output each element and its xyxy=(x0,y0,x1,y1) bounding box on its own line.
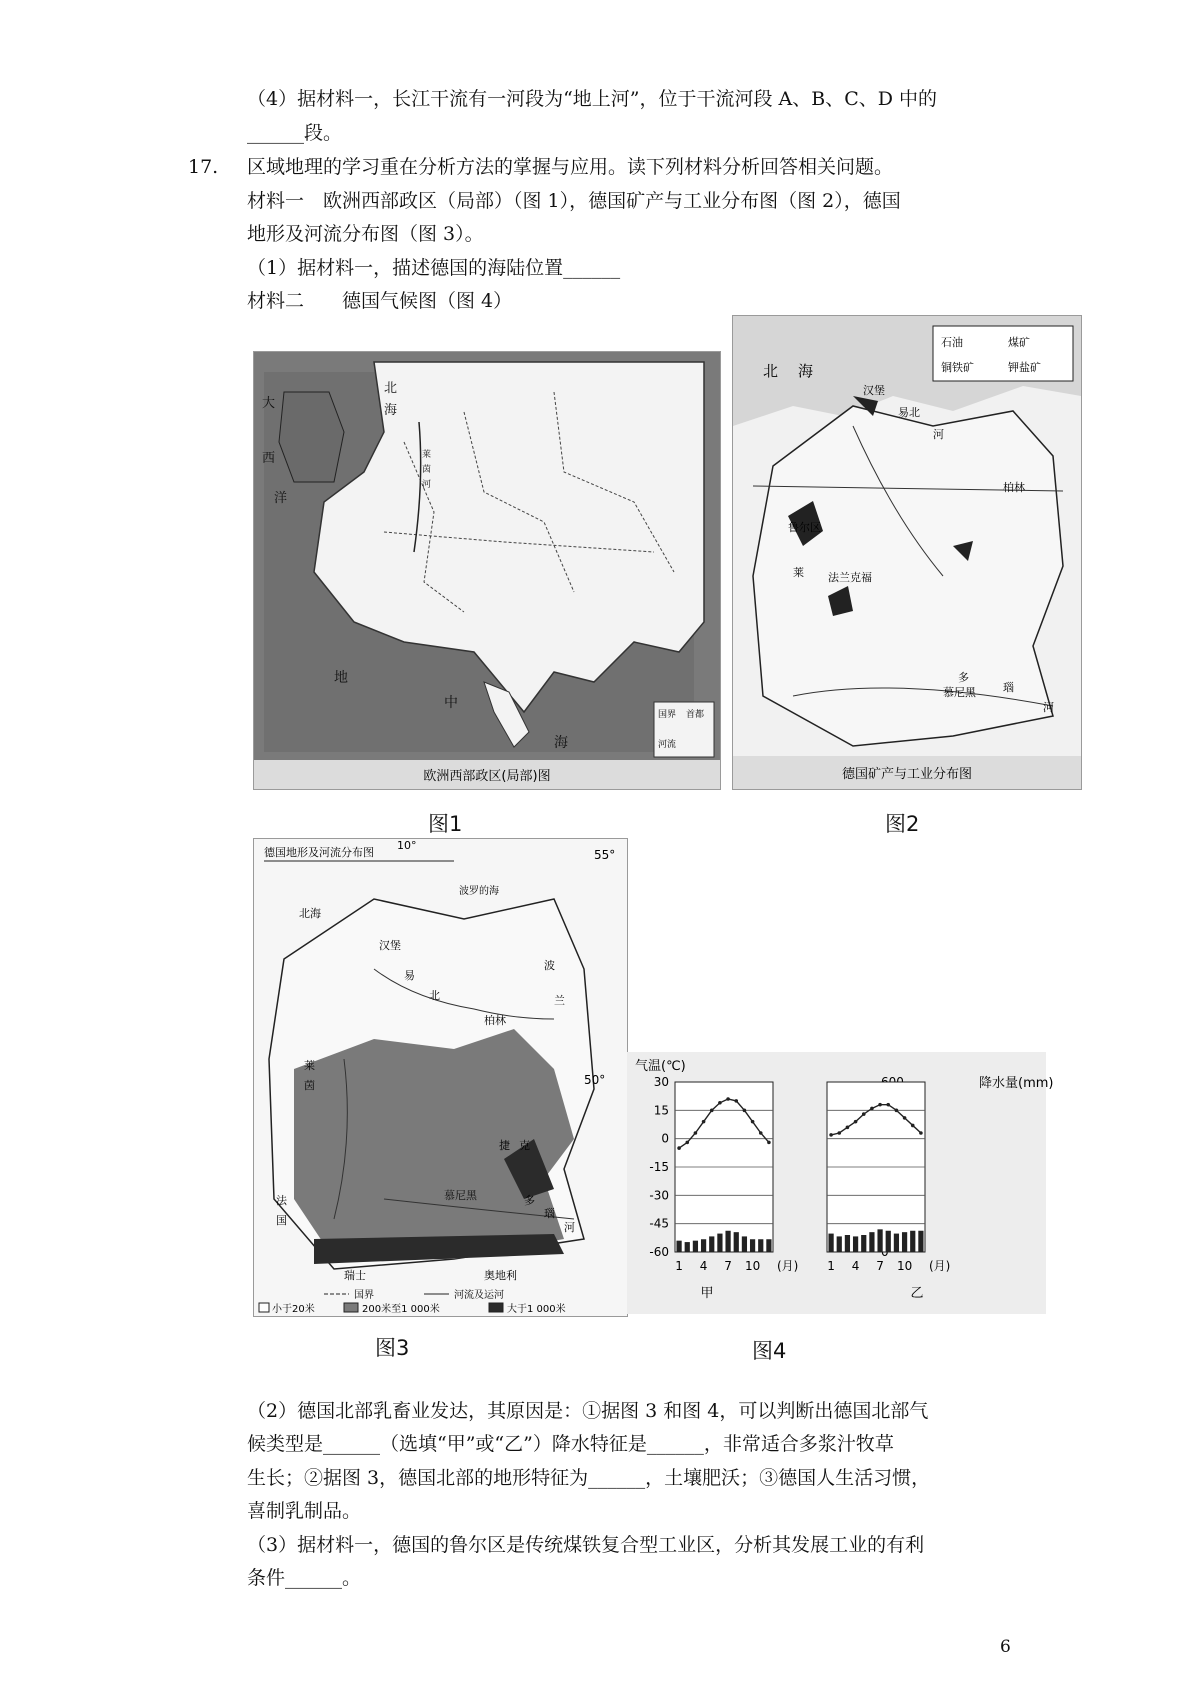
fig4-month-tick: (月) xyxy=(929,1259,951,1273)
temperature-point xyxy=(751,1120,755,1124)
precipitation-bar xyxy=(742,1236,747,1252)
fig2-label-danube-2: 瑙 xyxy=(1003,681,1014,694)
fig3-label-czech-1: 捷 xyxy=(499,1139,510,1152)
fig3-label-hamburg: 汉堡 xyxy=(379,939,401,952)
fig3-legend-mid: 200米至1 000米 xyxy=(362,1304,440,1315)
fig3-lat-55: 55° xyxy=(594,848,616,862)
temperature-point xyxy=(903,1116,907,1120)
fig3-label-france-2: 国 xyxy=(276,1214,287,1227)
fig1-label-atlantic-2: 西 xyxy=(262,451,276,466)
precipitation-bar xyxy=(902,1232,907,1252)
fig4-precip-axis-label: 降水量(mm) xyxy=(979,1076,1054,1091)
fig1-legend-capital: 首都 xyxy=(686,710,705,720)
fig2-label-munich: 慕尼黑 xyxy=(943,686,976,699)
fig2-label-danube-river: 河 xyxy=(1043,701,1054,714)
figure-4-climate-charts xyxy=(627,1052,1054,1314)
precipitation-bar xyxy=(750,1239,755,1252)
temperature-point xyxy=(829,1133,833,1137)
fig3-legend-river: 河流及运河 xyxy=(454,1290,504,1301)
temperature-point xyxy=(734,1099,738,1103)
precipitation-bar xyxy=(869,1232,874,1252)
temperature-point xyxy=(718,1101,722,1105)
fig4-month-tick: 7 xyxy=(724,1259,732,1273)
fig4-month-tick: 10 xyxy=(896,1259,913,1273)
fig3-label-france-1: 法 xyxy=(276,1194,287,1207)
fig4-month-tick: 4 xyxy=(699,1259,708,1273)
q16-4-line2: ______段。 xyxy=(247,122,343,144)
temperature-point xyxy=(726,1097,730,1101)
fig4-temp-axis-label: 气温(℃) xyxy=(635,1059,686,1074)
fig4-month-tick: 1 xyxy=(827,1259,835,1273)
temperature-point xyxy=(702,1120,706,1124)
fig3-label-north-sea: 北海 xyxy=(299,907,321,920)
fig1-label-rhine-1: 莱 xyxy=(422,450,432,460)
fig4-chart-yi-label: 乙 xyxy=(910,1286,924,1301)
fig4-chart-jia-label: 甲 xyxy=(700,1286,714,1301)
fig1-label-atlantic-3: 洋 xyxy=(274,491,288,506)
q17-intro: 区域地理的学习重在分析方法的掌握与应用。读下列材料分析回答相关问题。 xyxy=(247,156,894,178)
material2: 材料二 德国气候图（图 4） xyxy=(247,290,513,312)
fig1-label-med-3: 海 xyxy=(554,735,568,751)
figure-3-caption: 图3 xyxy=(375,1336,410,1360)
fig3-label-elbe-2: 北 xyxy=(429,989,440,1002)
fig3-label-austria: 奥地利 xyxy=(484,1269,517,1282)
temperature-point xyxy=(846,1126,850,1130)
fig2-legend-oil: 石油 xyxy=(941,336,963,349)
q17-number: 17. xyxy=(188,156,219,178)
q17-2-line2: 候类型是______（选填“甲”或“乙”）降水特征是______，非常适合多浆汁牧草 xyxy=(247,1433,894,1455)
q17-2-line4: 喜制乳制品。 xyxy=(247,1500,362,1522)
fig2-label-ruhr: 鲁尔区 xyxy=(788,521,821,534)
fig4-month-tick: 1 xyxy=(675,1259,683,1273)
fig3-label-poland-1: 波 xyxy=(544,959,555,972)
fig3-label-danube-1: 多 xyxy=(524,1194,535,1207)
figure-2-caption: 图2 xyxy=(885,812,920,836)
q17-1: （1）据材料一，描述德国的海陆位置______ xyxy=(247,257,621,279)
fig1-label-north-sea-1: 北 xyxy=(384,381,398,396)
temperature-point xyxy=(767,1141,771,1145)
fig1-label-atlantic-1: 大 xyxy=(262,396,276,411)
fig2-title: 德国矿产与工业分布图 xyxy=(841,767,973,782)
temperature-point xyxy=(710,1109,714,1113)
fig3-lon-10: 10° xyxy=(397,839,417,852)
fig3-label-munich: 慕尼黑 xyxy=(444,1189,477,1202)
precipitation-bar xyxy=(725,1231,730,1252)
fig3-lat-50: 50° xyxy=(584,1073,606,1087)
temperature-point xyxy=(759,1131,763,1135)
fig1-label-rhine-3: 河 xyxy=(422,480,432,490)
precipitation-bar xyxy=(758,1239,763,1252)
fig1-label-rhine-2: 茵 xyxy=(422,465,432,475)
figure-2-germany-industry-map xyxy=(732,315,1082,790)
q17-3-line2: 条件______。 xyxy=(247,1567,362,1589)
precipitation-bar xyxy=(766,1239,771,1252)
fig3-label-rhine-2: 茵 xyxy=(304,1079,315,1092)
temperature-point xyxy=(895,1109,899,1113)
figure-1-europe-map xyxy=(253,351,721,790)
precipitation-bar xyxy=(828,1234,833,1252)
precipitation-bar xyxy=(676,1241,681,1252)
fig3-label-elbe-1: 易 xyxy=(404,969,415,982)
precipitation-bar xyxy=(886,1231,891,1252)
temperature-point xyxy=(870,1107,874,1111)
q17-2-line1: （2）德国北部乳畜业发达，其原因是：①据图 3 和图 4，可以判断出德国北部气 xyxy=(247,1400,929,1422)
fig4-month-tick: 4 xyxy=(851,1259,860,1273)
material1-line1: 材料一 欧洲西部政区（局部）（图 1），德国矿产与工业分布图（图 2），德国 xyxy=(247,190,901,212)
fig1-title: 欧洲西部政区(局部)图 xyxy=(423,769,551,784)
fig1-label-north-sea-2: 海 xyxy=(384,403,398,418)
precipitation-bar xyxy=(853,1236,858,1252)
fig3-legend-high: 大于1 000米 xyxy=(507,1304,566,1315)
fig3-legend-low: 小于20米 xyxy=(272,1304,315,1315)
precipitation-bar xyxy=(685,1242,690,1252)
fig3-label-danube-2: 瑙 xyxy=(544,1207,555,1220)
precipitation-bar xyxy=(734,1232,739,1252)
temperature-point xyxy=(685,1141,689,1145)
fig4-month-tick: 7 xyxy=(876,1259,884,1273)
fig2-label-danube-1: 多 xyxy=(958,671,969,684)
precipitation-bar xyxy=(845,1235,850,1252)
fig4-temp-tick: 15 xyxy=(653,1103,669,1118)
temperature-point xyxy=(694,1131,698,1135)
precipitation-bar xyxy=(709,1236,714,1252)
fig4-month-tick: (月) xyxy=(777,1259,799,1273)
fig3-label-poland-2: 兰 xyxy=(554,994,565,1007)
q16-4-line1: （4）据材料一，长江干流有一河段为“地上河”，位于干流河段 A、B、C、D 中的 xyxy=(247,88,938,110)
fig4-temp-tick: 30 xyxy=(653,1075,669,1089)
fig2-label-frankfurt: 法兰克福 xyxy=(828,571,872,584)
temperature-point xyxy=(878,1103,882,1107)
fig1-label-med-2: 中 xyxy=(444,695,458,711)
precipitation-bar xyxy=(910,1231,915,1252)
fig2-label-rhine: 莱 xyxy=(793,566,804,579)
figure-1-caption: 图1 xyxy=(428,812,463,836)
fig2-label-north: 北 xyxy=(763,362,779,380)
fig3-label-rhine-1: 莱 xyxy=(304,1059,315,1072)
fig3-label-baltic: 波罗的海 xyxy=(459,886,499,897)
fig2-label-berlin: 柏林 xyxy=(1003,481,1025,494)
fig2-label-elbe: 易北 xyxy=(898,406,920,419)
fig2-label-hamburg: 汉堡 xyxy=(863,384,885,397)
figure-4-caption: 图4 xyxy=(752,1339,787,1363)
precipitation-bar xyxy=(837,1236,842,1252)
temperature-point xyxy=(862,1112,866,1116)
fig2-legend-potash: 钾盐矿 xyxy=(1008,361,1041,374)
fig1-label-med-1: 地 xyxy=(334,670,348,686)
fig4-temp-tick: -15 xyxy=(649,1160,669,1174)
temperature-point xyxy=(677,1146,681,1150)
fig4-temp-tick: -60 xyxy=(649,1245,669,1259)
q17-3-line1: （3）据材料一，德国的鲁尔区是传统煤铁复合型工业区，分析其发展工业的有利 xyxy=(247,1534,925,1556)
fig4-temp-tick: -30 xyxy=(649,1188,669,1203)
fig3-label-danube-3: 河 xyxy=(564,1221,575,1234)
temperature-point xyxy=(886,1103,890,1107)
precipitation-bar xyxy=(877,1229,882,1252)
fig3-title: 德国地形及河流分布图 xyxy=(264,846,374,859)
fig3-label-berlin: 柏林 xyxy=(484,1014,506,1027)
fig3-legend-border: 国界 xyxy=(354,1290,374,1301)
fig4-temp-tick: 0 xyxy=(661,1131,669,1146)
fig2-label-elbe-river: 河 xyxy=(933,428,944,441)
fig2-legend-coal: 煤矿 xyxy=(1008,336,1030,349)
temperature-point xyxy=(837,1131,841,1135)
precipitation-bar xyxy=(894,1234,899,1252)
precipitation-bar xyxy=(693,1241,698,1252)
page-number: 6 xyxy=(1000,1637,1011,1657)
fig2-legend-iron: 铜铁矿 xyxy=(941,361,974,374)
figure-3-germany-terrain-map xyxy=(253,838,628,1317)
fig2-label-sea: 海 xyxy=(798,362,814,380)
temperature-point xyxy=(911,1124,915,1128)
temperature-point xyxy=(743,1109,747,1113)
fig4-temp-tick: -45 xyxy=(649,1216,669,1231)
fig3-label-czech-2: 克 xyxy=(519,1139,530,1152)
precipitation-bar xyxy=(918,1231,923,1252)
temperature-point xyxy=(854,1120,858,1124)
precipitation-bar xyxy=(701,1239,706,1252)
fig4-month-tick: 10 xyxy=(744,1259,761,1273)
precipitation-bar xyxy=(717,1234,722,1252)
precipitation-bar xyxy=(861,1235,866,1252)
q17-2-line3: 生长；②据图 3，德国北部的地形特征为______，土壤肥沃；③德国人生活习惯， xyxy=(247,1467,931,1489)
fig3-label-switzerland: 瑞士 xyxy=(344,1269,366,1282)
fig1-legend-border: 国界 xyxy=(658,710,677,720)
material1-line2: 地形及河流分布图（图 3）。 xyxy=(247,223,484,245)
temperature-point xyxy=(919,1131,923,1135)
fig1-legend-river: 河流 xyxy=(658,740,677,750)
